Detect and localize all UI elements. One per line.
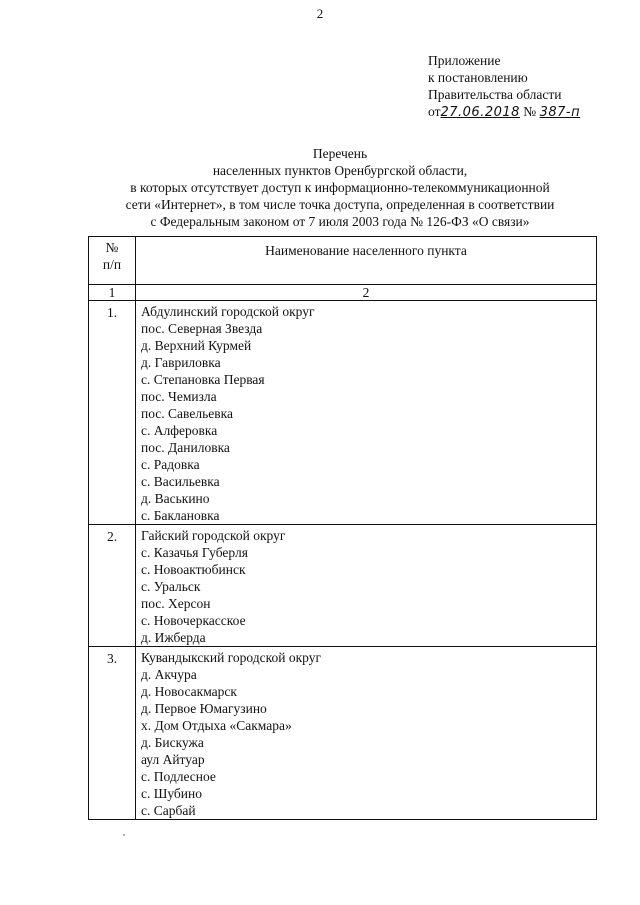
settlement-name: с. Степановка Первая: [141, 372, 265, 387]
settlement-list-cell: [136, 301, 597, 525]
settlement-name: с. Алферовка: [141, 423, 218, 438]
page-number: 2: [316, 6, 324, 21]
settlement-name: д. Гавриловка: [141, 355, 221, 370]
settlement-name: д. Бискужа: [141, 735, 204, 750]
settlement-list-cell: [136, 525, 597, 647]
settlement-name: с. Казачья Губерля: [141, 545, 248, 560]
row-number-cell: [89, 525, 136, 647]
settlement-name: пос. Чемизла: [141, 389, 217, 404]
annex-line2: к постановлению: [428, 70, 528, 85]
row-number-cell: [89, 301, 136, 525]
settlement-name: с. Сарбай: [141, 803, 196, 818]
title-line2: населенных пунктов Оренбургской области,: [212, 163, 468, 178]
district-name: Гайский городской округ: [141, 528, 286, 543]
settlement-name: д. Васькино: [141, 491, 210, 506]
title-line5: с Федеральным законом от 7 июля 2003 года № 126-ФЗ «О связи»: [150, 214, 530, 229]
number-prefix: №: [523, 104, 537, 119]
handwritten-date: 27.06.2018: [440, 105, 520, 120]
index-cell-1: 1: [89, 285, 136, 301]
annex-line1: Приложение: [428, 53, 501, 68]
settlement-list-cell: [136, 647, 597, 820]
date-prefix: от: [428, 104, 441, 119]
settlement-name: х. Дом Отдыха «Сакмара»: [141, 718, 292, 733]
table-header-row: [89, 237, 597, 285]
district-name: Кувандыкский городской округ: [141, 650, 322, 665]
scan-speck: [123, 834, 125, 836]
settlements-table: [88, 236, 597, 820]
settlement-name: с. Уральск: [141, 579, 201, 594]
settlement-name: пос. Даниловка: [141, 440, 230, 455]
district-name: Абдулинский городской округ: [141, 304, 315, 319]
title-line3: в которых отсутствует доступ к информационно-телекоммуникационной: [130, 180, 550, 195]
settlement-name: пос. Херсон: [141, 596, 211, 611]
settlement-name: д. Первое Юмагузино: [141, 701, 267, 716]
table-row: [89, 647, 597, 820]
settlement-name: с. Подлесное: [141, 769, 216, 784]
header-num-cell: [89, 237, 136, 285]
settlement-name: пос. Савельевка: [141, 406, 233, 421]
annex-block: [428, 52, 580, 121]
annex-line3: Правительства области: [428, 87, 562, 102]
header-num-line2: п/п: [102, 257, 122, 272]
row-number-cell: [89, 647, 136, 820]
annex-date-line: [428, 103, 580, 121]
table-row: [89, 525, 597, 647]
settlement-name: пос. Северная Звезда: [141, 321, 263, 336]
table-row: [89, 301, 597, 525]
header-name-cell: Наименование населенного пункта: [136, 237, 597, 285]
row-number: 2.: [106, 529, 118, 544]
title-line4: сети «Интернет», в том числе точка доступа, определенная в соответствии: [125, 197, 555, 212]
header-num-line1: №: [105, 240, 119, 255]
handwritten-number: 387-п: [539, 105, 581, 120]
row-number: 3.: [106, 651, 118, 666]
document-title: [90, 145, 590, 230]
settlement-name: д. Новосакмарск: [141, 684, 237, 699]
settlement-name: с. Баклановка: [141, 508, 220, 523]
settlement-name: с. Шубино: [141, 786, 203, 801]
settlement-name: д. Ижберда: [141, 630, 206, 645]
index-cell-2: 2: [136, 285, 597, 301]
settlement-name: с. Радовка: [141, 457, 200, 472]
settlement-name: аул Айтуар: [141, 752, 205, 767]
settlement-name: д. Акчура: [141, 667, 197, 682]
row-number: 1.: [106, 305, 118, 320]
settlement-name: д. Верхний Курмей: [141, 338, 252, 353]
title-line1: Перечень: [312, 146, 368, 161]
settlement-name: с. Новочеркасское: [141, 613, 246, 628]
table-index-row: [89, 285, 597, 301]
settlement-name: с. Васильевка: [141, 474, 220, 489]
settlement-name: с. Новоактюбинск: [141, 562, 246, 577]
